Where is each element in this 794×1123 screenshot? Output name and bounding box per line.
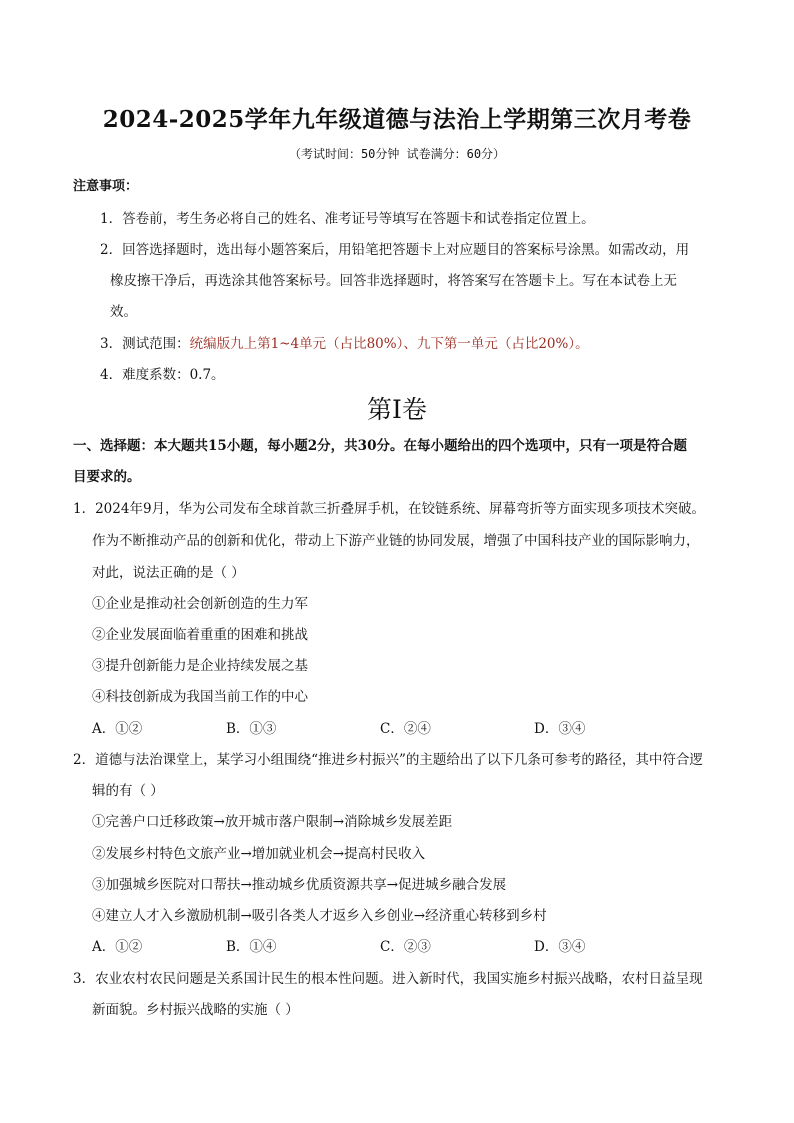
question-2-statement: ③加强城乡医院对口帮扶→推动城乡优质资源共享→促进城乡融合发展 [92, 877, 507, 893]
notice-item-4: 4．难度系数：0.7。 [100, 367, 225, 383]
exam-title: 2024-2025学年九年级道德与法治上学期第三次月考卷 [102, 106, 692, 133]
question-2-option-c[interactable]: C．②③ [380, 939, 431, 955]
question-2-option-d[interactable]: D．③④ [534, 939, 586, 955]
question-2-statement: ①完善户口迁移政策→放开城市落户限制→消除城乡发展差距 [92, 814, 453, 830]
question-3-stem: 3．农业农村农民问题是关系国计民生的根本性问题。进入新时代，我国实施乡村振兴战略，农村日益呈现 [73, 971, 703, 987]
question-1-option-d[interactable]: D．③④ [534, 721, 586, 737]
question-1-statement: ①企业是推动社会创新创造的生力军 [92, 596, 308, 612]
notice-item-2-cont2: 效。 [110, 304, 137, 320]
question-1-statement: ④科技创新成为我国当前工作的中心 [92, 689, 308, 705]
question-2-statement: ④建立人才入乡激励机制→吸引各类人才返乡入乡创业→经济重心转移到乡村 [92, 908, 547, 924]
question-1-option-c[interactable]: C．②④ [380, 721, 431, 737]
section-title: 第Ⅰ卷 [367, 395, 427, 424]
question-3-stem-cont: 新面貌。乡村振兴战略的实施（ ） [92, 1002, 299, 1018]
notice-item-1: 1．答卷前，考生务必将自己的姓名、准考证号等填写在答题卡和试卷指定位置上。 [100, 211, 595, 227]
notice-heading: 注意事项： [73, 179, 139, 194]
question-1-statement: ②企业发展面临着重重的困难和挑战 [92, 627, 308, 643]
exam-subtitle: （考试时间：50分钟 试卷满分：60分） [288, 147, 506, 161]
section-instruction: 一、选择题：本大题共15小题，每小题2分，共30分。在每小题给出的四个选项中，只有一项是符合题 [73, 438, 687, 454]
question-2-stem-cont: 辑的有（ ） [92, 783, 164, 799]
test-scope: 统编版九上第1~4单元（占比80%）、九下第一单元（占比20%）。 [189, 336, 589, 352]
question-2-stem: 2．道德与法治课堂上，某学习小组围绕“推进乡村振兴”的主题给出了以下几条可参考的路径，其中符合逻 [73, 752, 703, 768]
question-2-statement: ②发展乡村特色文旅产业→增加就业机会→提高村民收入 [92, 846, 426, 862]
notice-item-2: 2．回答选择题时，选出每小题答案后，用铅笔把答题卡上对应题目的答案标号涂黑。如需改动，用 [100, 242, 690, 258]
question-1-option-b[interactable]: B．①③ [226, 721, 277, 737]
question-1-option-a[interactable]: A．①② [92, 721, 143, 737]
question-1-stem-cont2: 对此，说法正确的是（ ） [92, 565, 245, 581]
question-2-option-b[interactable]: B．①④ [226, 939, 277, 955]
question-2-option-a[interactable]: A．①② [92, 939, 143, 955]
section-instruction-cont: 目要求的。 [73, 469, 141, 485]
notice-item-3 [100, 332, 589, 352]
question-1-stem-cont: 作为不断推动产品的创新和优化，带动上下游产业链的协同发展，增强了中国科技产业的国际影响力， [92, 533, 700, 549]
notice-item-3-label: 3．测试范围： [100, 336, 190, 352]
question-1-statement: ③提升创新能力是企业持续发展之基 [92, 658, 308, 674]
notice-item-2-cont: 橡皮擦干净后，再选涂其他答案标号。回答非选择题时，将答案写在答题卡上。写在本试卷上无 [110, 273, 677, 289]
question-1-stem: 1．2024年9月，华为公司发布全球首款三折叠屏手机，在铰链系统、屏幕弯折等方面实现多项技术突破。 [73, 501, 706, 517]
